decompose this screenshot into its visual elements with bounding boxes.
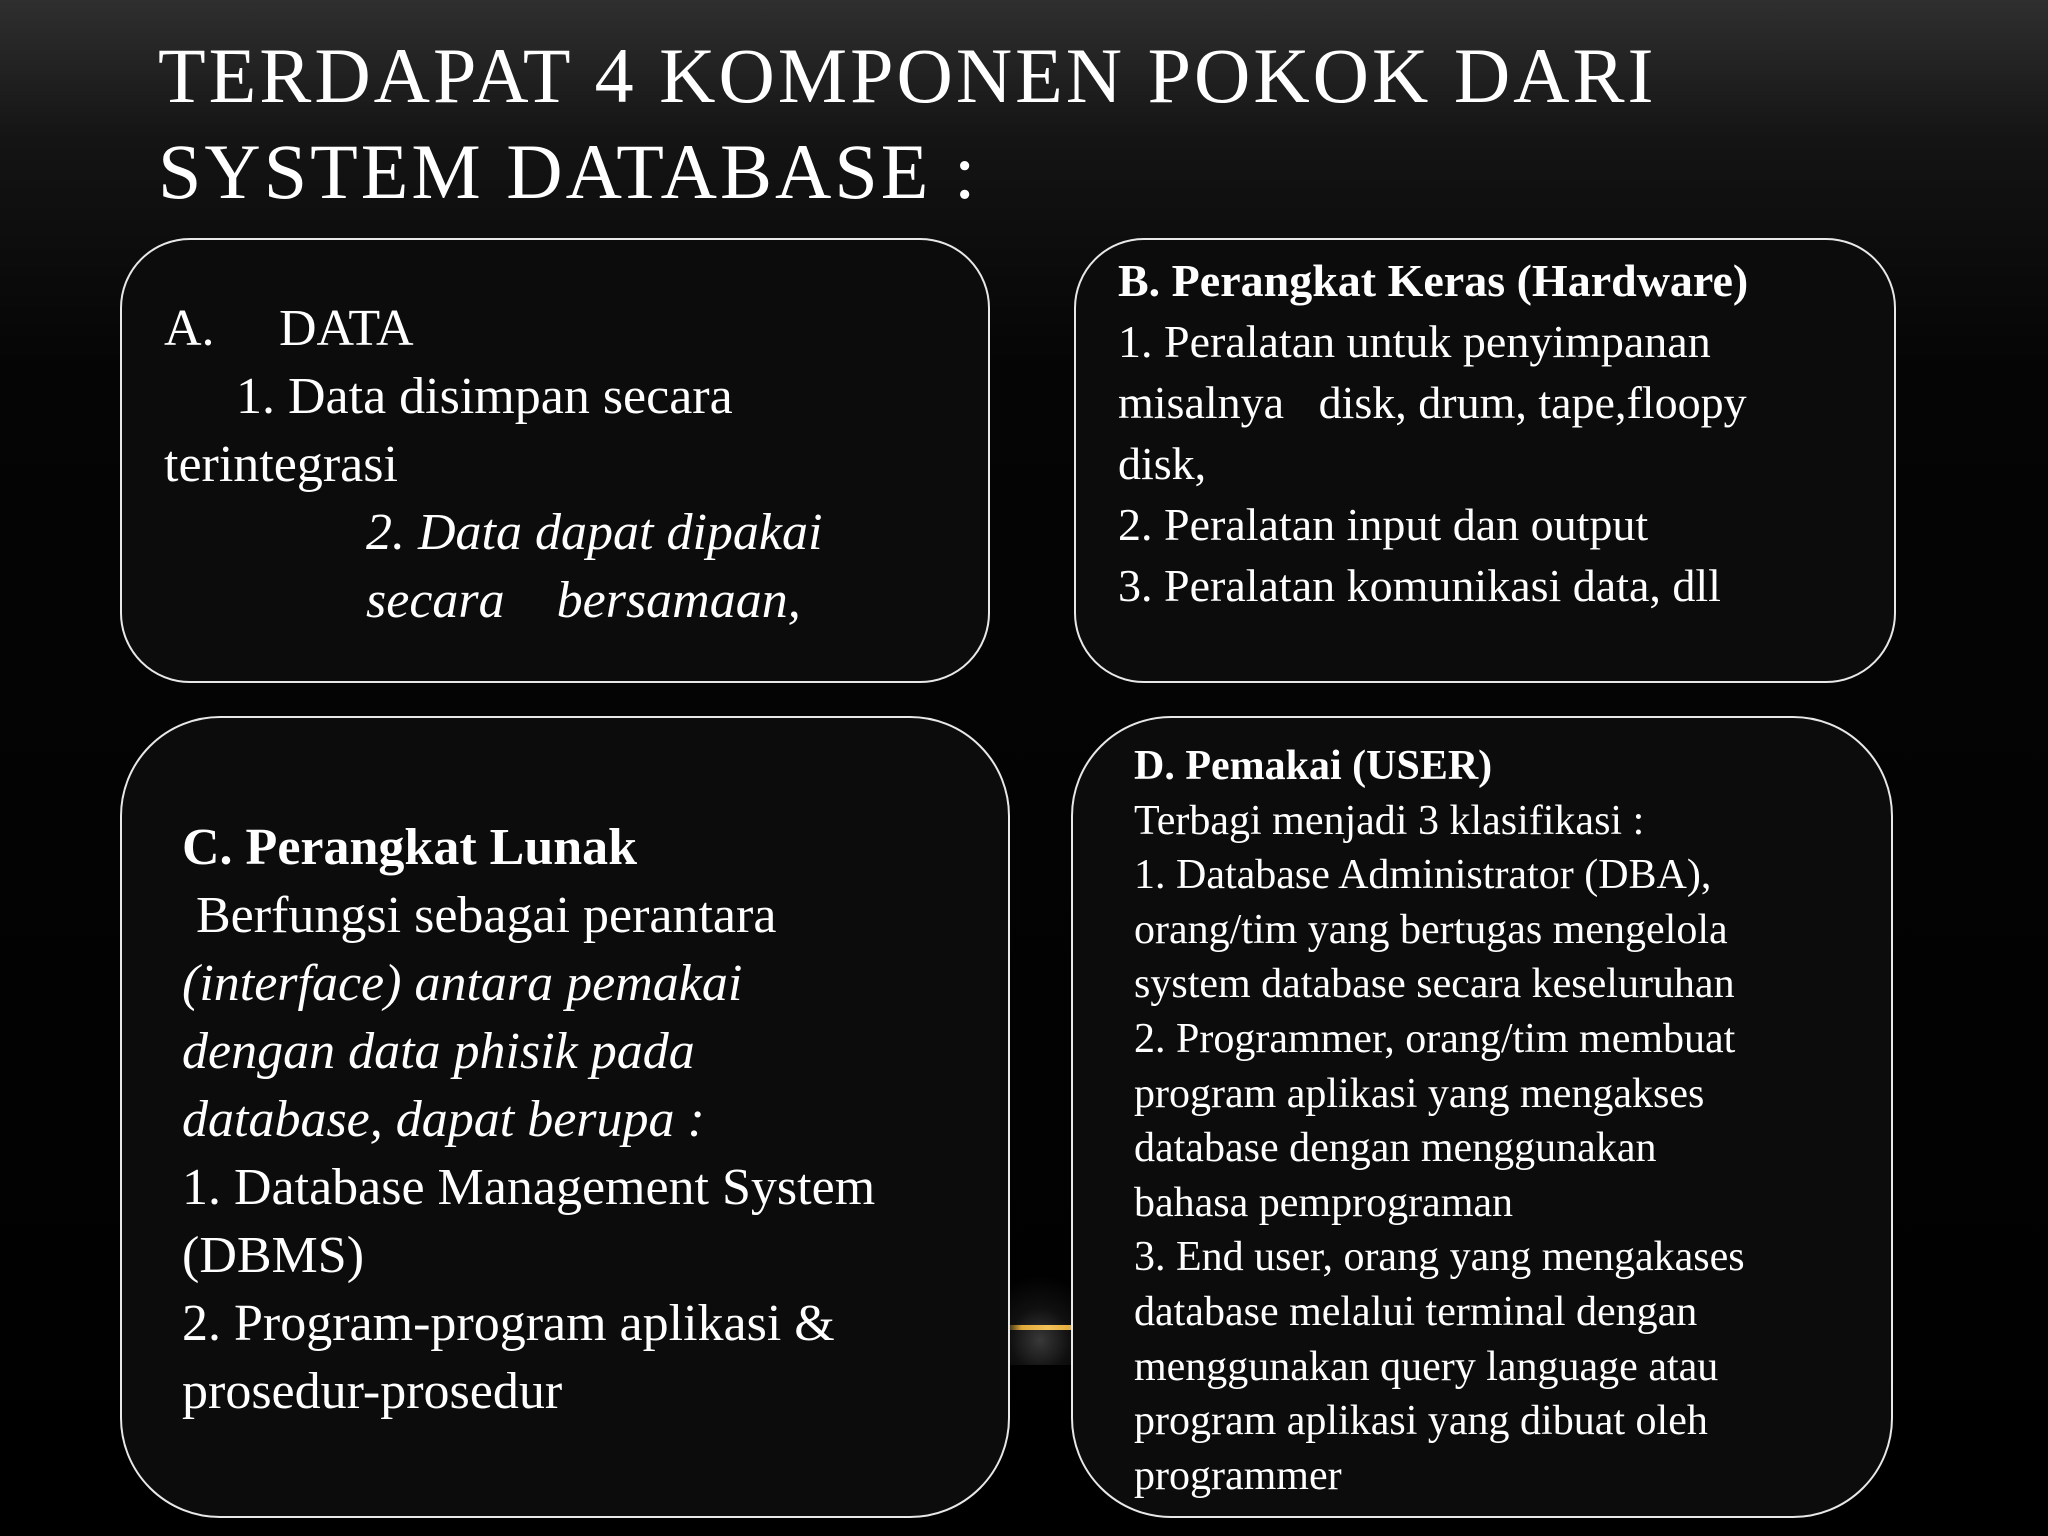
user-line-12: programmer xyxy=(1134,1452,1342,1499)
data-heading-text: DATA xyxy=(279,300,414,357)
software-item-2-line-2: prosedur-prosedur xyxy=(182,1363,563,1420)
user-line-10: menggunakan query language atau xyxy=(1134,1343,1719,1390)
user-line-9: database melalui terminal dengan xyxy=(1134,1288,1698,1335)
slide-title xyxy=(158,28,1657,220)
slide-title-line-1: TERDAPAT 4 KOMPONEN POKOK DARI xyxy=(158,32,1657,119)
software-item-1-line-2: (DBMS) xyxy=(182,1227,365,1284)
software-desc-line-1: Berfungsi sebagai perantara xyxy=(196,887,777,944)
software-desc-line-2: (interface) antara pemakai xyxy=(182,955,743,1012)
user-component-box xyxy=(1071,716,1893,1518)
data-heading xyxy=(164,295,988,363)
software-item-1-line-1: 1. Database Management System xyxy=(182,1159,876,1216)
hardware-line-5: 3. Peralatan komunikasi data, dll xyxy=(1118,560,1721,611)
slide-title-line-2: SYSTEM DATABASE : xyxy=(158,128,979,215)
data-item-1 xyxy=(164,363,988,499)
software-desc-line-4: database, dapat berupa : xyxy=(182,1091,705,1148)
user-line-5: program aplikasi yang mengakses xyxy=(1134,1070,1705,1117)
software-component-box xyxy=(120,716,1010,1518)
hardware-line-2: misalnya disk, drum, tape,floopy xyxy=(1118,377,1747,428)
data-component-box xyxy=(120,238,990,683)
data-item-1-line-2: terintegrasi xyxy=(164,436,398,493)
user-line-1: 1. Database Administrator (DBA), xyxy=(1134,852,1712,899)
user-line-4: 2. Programmer, orang/tim membuat xyxy=(1134,1015,1736,1062)
user-line-7: bahasa pemprograman xyxy=(1134,1179,1514,1226)
user-line-3: system database secara keseluruhan xyxy=(1134,961,1735,1008)
hardware-component-box xyxy=(1074,238,1896,683)
hardware-line-3: disk, xyxy=(1118,438,1207,489)
hardware-title: B. Perangkat Keras (Hardware) xyxy=(1118,255,1749,306)
user-intro: Terbagi menjadi 3 klasifikasi : xyxy=(1134,797,1645,844)
user-line-8: 3. End user, orang yang mengakases xyxy=(1134,1234,1745,1281)
data-item-1-line-1: 1. Data disimpan secara xyxy=(236,368,733,425)
software-description xyxy=(182,950,942,1154)
data-item-2-line-1: 2. Data dapat dipakai xyxy=(366,504,823,561)
software-desc-line-3: dengan data phisik pada xyxy=(182,1023,695,1080)
data-item-2-line-2: secara bersamaan, xyxy=(366,572,801,629)
user-line-11: program aplikasi yang dibuat oleh xyxy=(1134,1398,1708,1445)
user-title: D. Pemakai (USER) xyxy=(1134,743,1493,789)
data-item-2 xyxy=(164,499,886,635)
data-letter: A. xyxy=(164,300,215,357)
software-item-2-line-1: 2. Program-program aplikasi & xyxy=(182,1295,835,1352)
hardware-line-4: 2. Peralatan input dan output xyxy=(1118,499,1649,550)
software-title: C. Perangkat Lunak xyxy=(182,819,638,876)
user-line-6: database dengan menggunakan xyxy=(1134,1125,1657,1172)
hardware-line-1: 1. Peralatan untuk penyimpanan xyxy=(1118,316,1711,367)
user-line-2: orang/tim yang bertugas mengelola xyxy=(1134,906,1728,953)
